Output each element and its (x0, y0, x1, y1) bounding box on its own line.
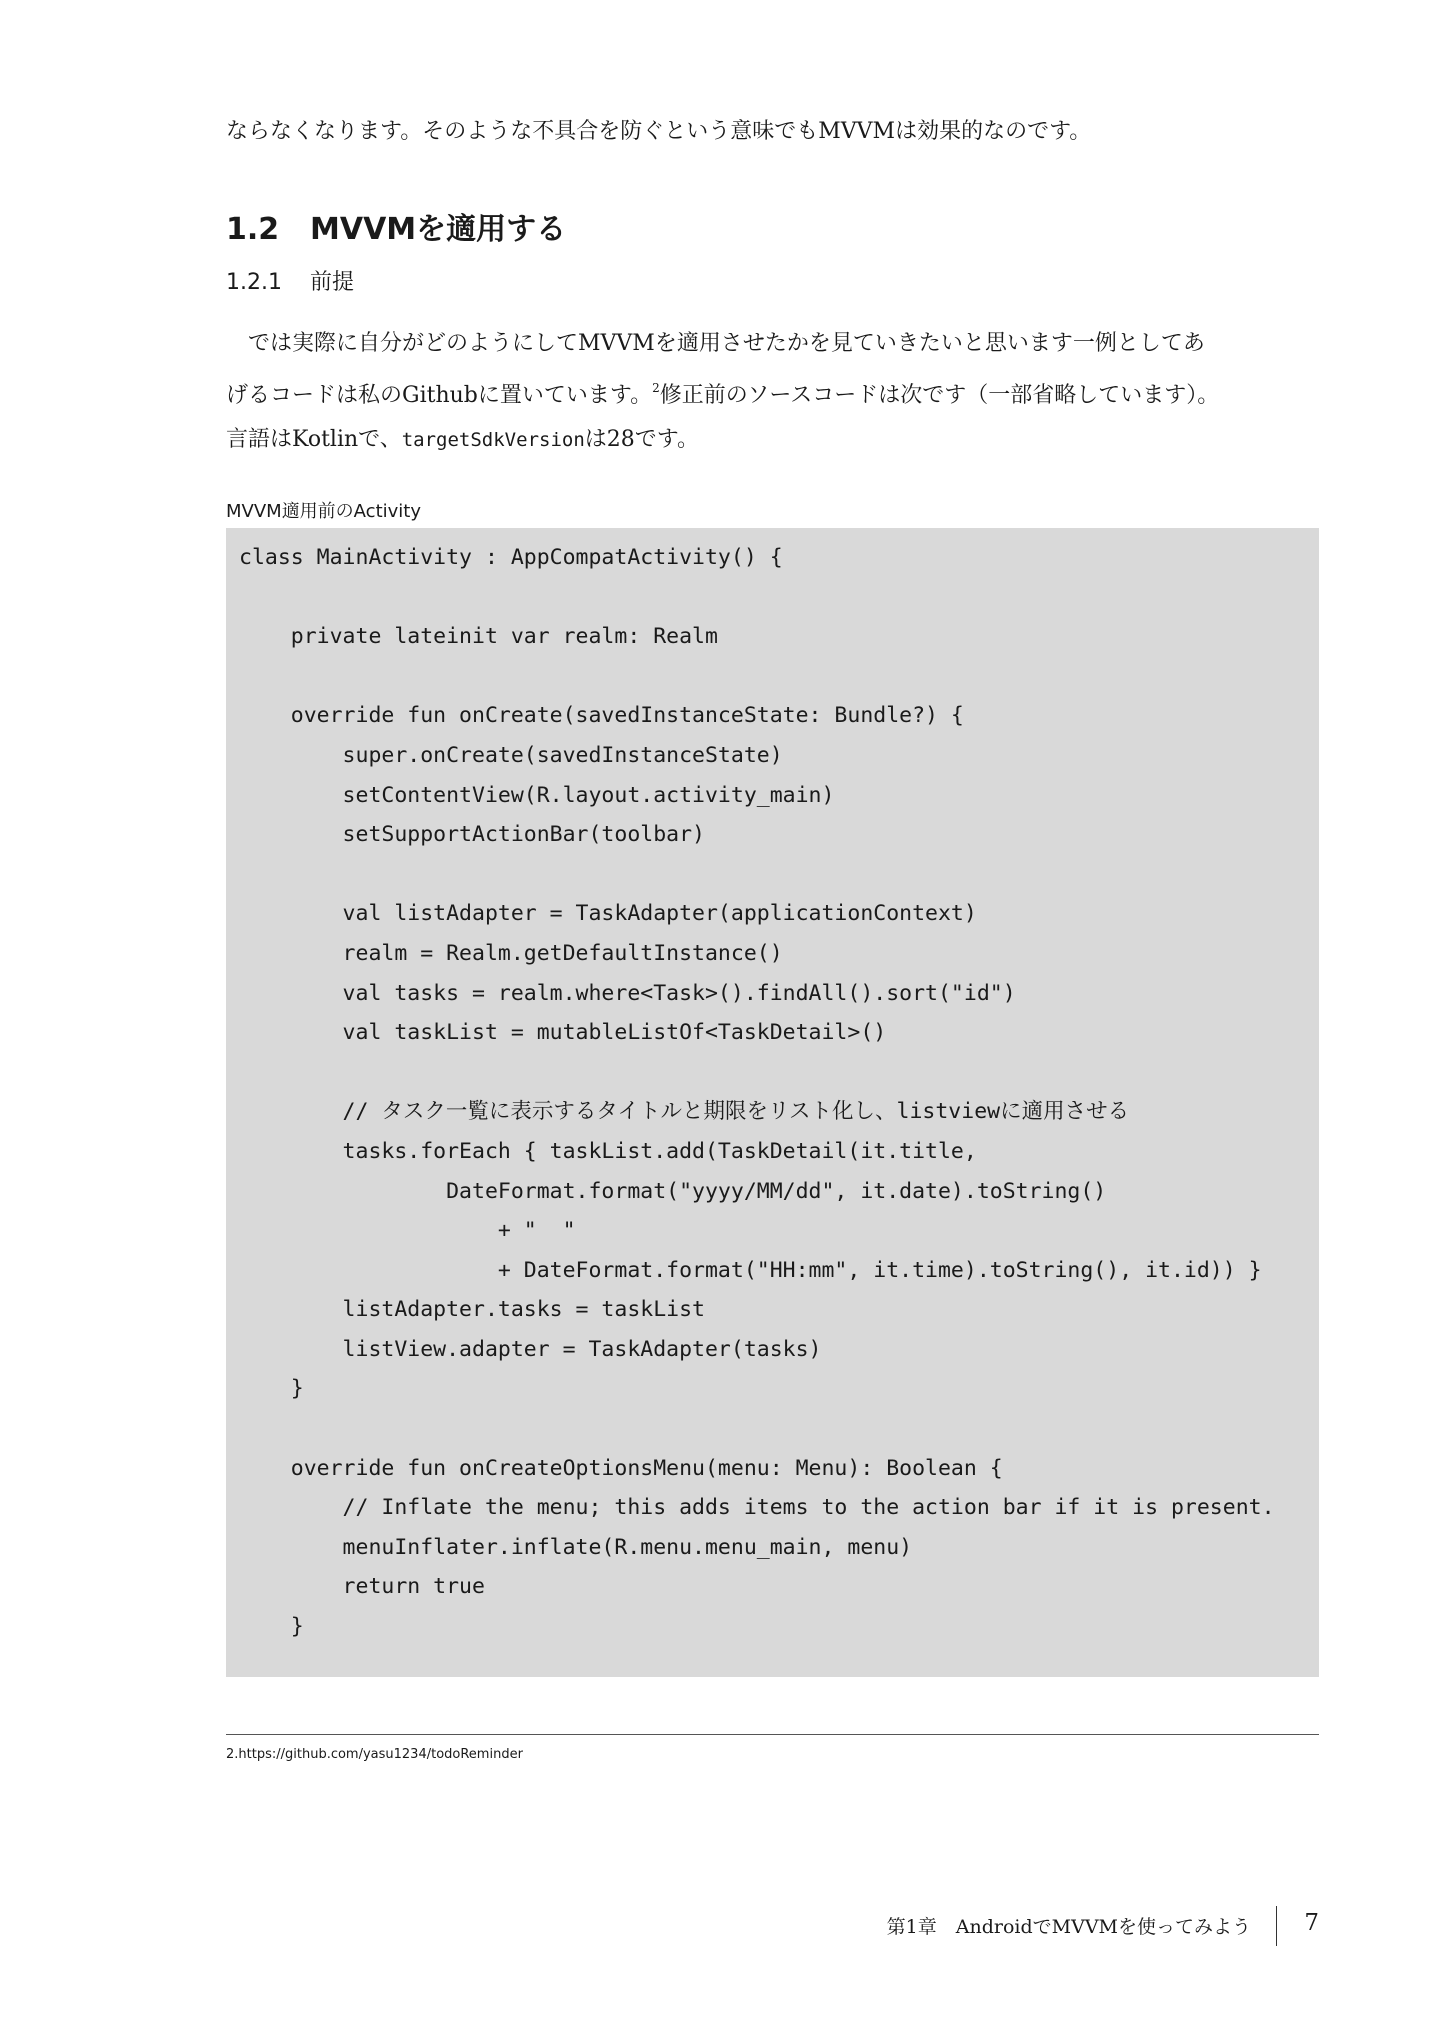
body-text: げるコードは私のGithubに置いています。 (226, 383, 653, 408)
code-caption: MVVM適用前のActivity (226, 501, 422, 522)
section-number: 1.2 (226, 212, 280, 247)
section-title: MVVMを適用する (310, 212, 567, 247)
body-paragraph (226, 322, 1319, 462)
code-block (226, 528, 1319, 1677)
code-listing: class MainActivity : AppCompatActivity() { private lateinit var realm: Realm override fun onCreate(savedInstanceState: Bundle?) { super.onCreate(savedInstanceState) setContentView(R.layout.activity_main) setSupportActionBar(toolbar) val listAdapter = TaskAdapter(applicationContext) realm = Realm.getDefaultInstance() val tasks = realm.where<Task>().findAll().sort("id") val taskList = mutableListOf<TaskDetail>() // タスク一覧に表示するタイトルと期限をリスト化し、listviewに適用させる tasks.forEach { taskList.add(TaskDetail(it.title, DateFormat.format("yyyy/MM/dd", it.date).toString() + " " + DateFormat.format("HH:mm", it.time).toString(), it.id)) } listAdapter.tasks = taskList listView.adapter = TaskAdapter(tasks) } override fun onCreateOptionsMenu(menu: Menu): Boolean { // Inflate the menu; this adds items to the action bar if it is present. menuInflater.inflate(R.menu.menu_main, menu) return true } (239, 545, 1275, 1640)
body-line (226, 366, 1319, 418)
section-heading (226, 204, 566, 248)
body-line: では実際に自分がどのようにしてMVVMを適用させたかを見ていきたいと思います一例としてあ (226, 331, 1205, 356)
footer-chapter-title: 第1章 AndroidでMVVMを使ってみよう (886, 1916, 1251, 1938)
page-footer (226, 1906, 1319, 1946)
body-text: は28です。 (584, 427, 700, 452)
footnote-reference[interactable]: 2 (652, 381, 660, 395)
footnote-divider (226, 1734, 1319, 1735)
footnote: 2.https://github.com/yasu1234/todoReminder (226, 1747, 523, 1762)
footer-divider (1276, 1906, 1277, 1946)
page-number: 7 (1304, 1910, 1319, 1936)
body-line (226, 418, 1319, 462)
subsection-heading (226, 265, 354, 296)
body-text: 修正前のソースコードは次です（一部省略しています）。 (659, 383, 1220, 408)
subsection-title: 前提 (310, 270, 355, 295)
body-text: 言語はKotlinで、 (226, 427, 402, 452)
subsection-number: 1.2.1 (226, 270, 282, 295)
inline-code: targetSdkVersion (401, 429, 585, 451)
intro-paragraph: ならなくなります。そのような不具合を防ぐという意味でもMVVMは効果的なのです。 (226, 119, 1092, 144)
